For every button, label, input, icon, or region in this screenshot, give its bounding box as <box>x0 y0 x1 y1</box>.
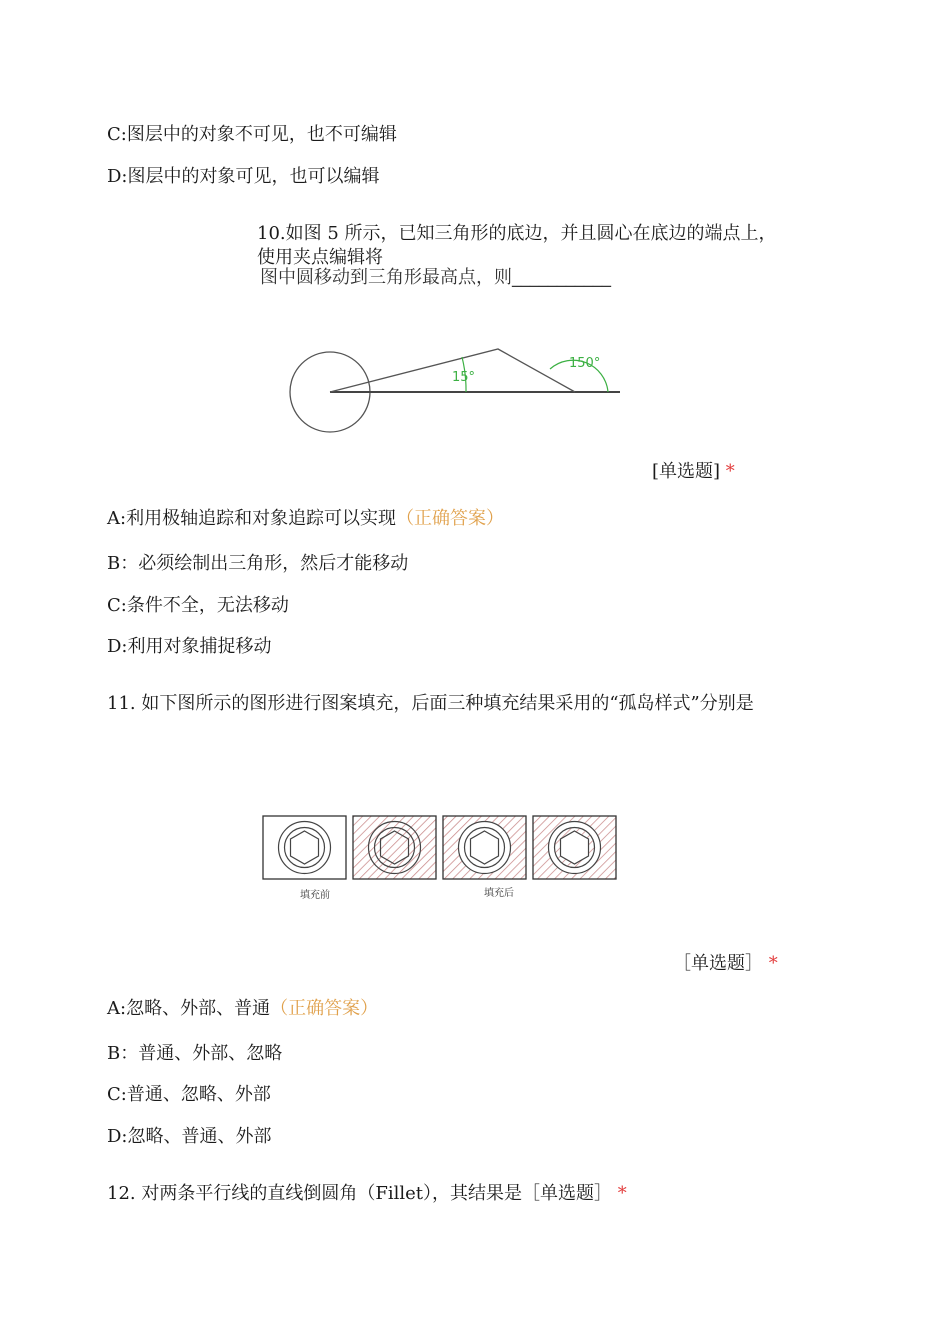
q10-option-d[interactable]: D:利用对象捕捉移动 <box>107 636 272 657</box>
q12-question-text: 12. 对两条平行线的直线倒圆角（Fillet），其结果是［单选题］ <box>107 1183 612 1204</box>
q11-option-a-text: A:忽略、外部、普通 <box>107 998 271 1019</box>
q10-figure <box>280 335 630 445</box>
q11-required-mark: * <box>768 953 778 974</box>
q11-label-before: 填充前 <box>300 890 330 901</box>
q10-option-b[interactable]: B：必须绘制出三角形，然后才能移动 <box>107 553 409 574</box>
q10-option-a[interactable] <box>107 508 504 530</box>
q11-correct-answer-note: （正确答案） <box>270 998 379 1019</box>
q11-option-a[interactable] <box>107 998 378 1020</box>
q10-type-label: [单选题] <box>652 461 721 482</box>
q11-figure <box>258 810 624 906</box>
q11-figure-result-1 <box>353 816 436 879</box>
q11-figure-before <box>263 816 346 879</box>
q11-figure-result-3 <box>533 816 616 879</box>
q10-figure-caption: 图中圆移动到三角形最高点，则___________ <box>260 267 611 288</box>
q10-type-badge <box>652 461 735 483</box>
q10-required-mark: * <box>725 461 735 482</box>
q10-question-line1: 10.如图 5 所示，已知三角形的底边，并且圆心在底边的端点上， <box>257 223 777 244</box>
q9-option-c[interactable]: C:图层中的对象不可见，也不可编辑 <box>107 124 397 145</box>
q10-angle-right-label: 150° <box>569 356 601 371</box>
q11-figure-result-2 <box>443 816 526 879</box>
q10-correct-answer-note: （正确答案） <box>396 508 505 529</box>
q11-type-label: ［单选题］ <box>673 953 763 974</box>
q12-question <box>107 1183 627 1205</box>
q11-label-after: 填充后 <box>484 888 514 899</box>
q11-type-badge <box>673 953 778 975</box>
q10-option-a-text: A:利用极轴追踪和对象追踪可以实现 <box>107 508 397 529</box>
q10-option-c[interactable]: C:条件不全，无法移动 <box>107 595 289 616</box>
q11-question: 11. 如下图所示的图形进行图案填充，后面三种填充结果采用的“孤岛样式”分别是 <box>107 693 754 714</box>
q9-option-d[interactable]: D:图层中的对象可见，也可以编辑 <box>107 166 380 187</box>
q10-question-line2: 使用夹点编辑将 <box>257 247 383 268</box>
q10-angle-left-label: 15° <box>452 370 476 385</box>
q11-option-b[interactable]: B：普通、外部、忽略 <box>107 1043 283 1064</box>
q11-option-c[interactable]: C:普通、忽略、外部 <box>107 1084 271 1105</box>
q12-required-mark: * <box>617 1183 627 1204</box>
q11-option-d[interactable]: D:忽略、普通、外部 <box>107 1126 272 1147</box>
